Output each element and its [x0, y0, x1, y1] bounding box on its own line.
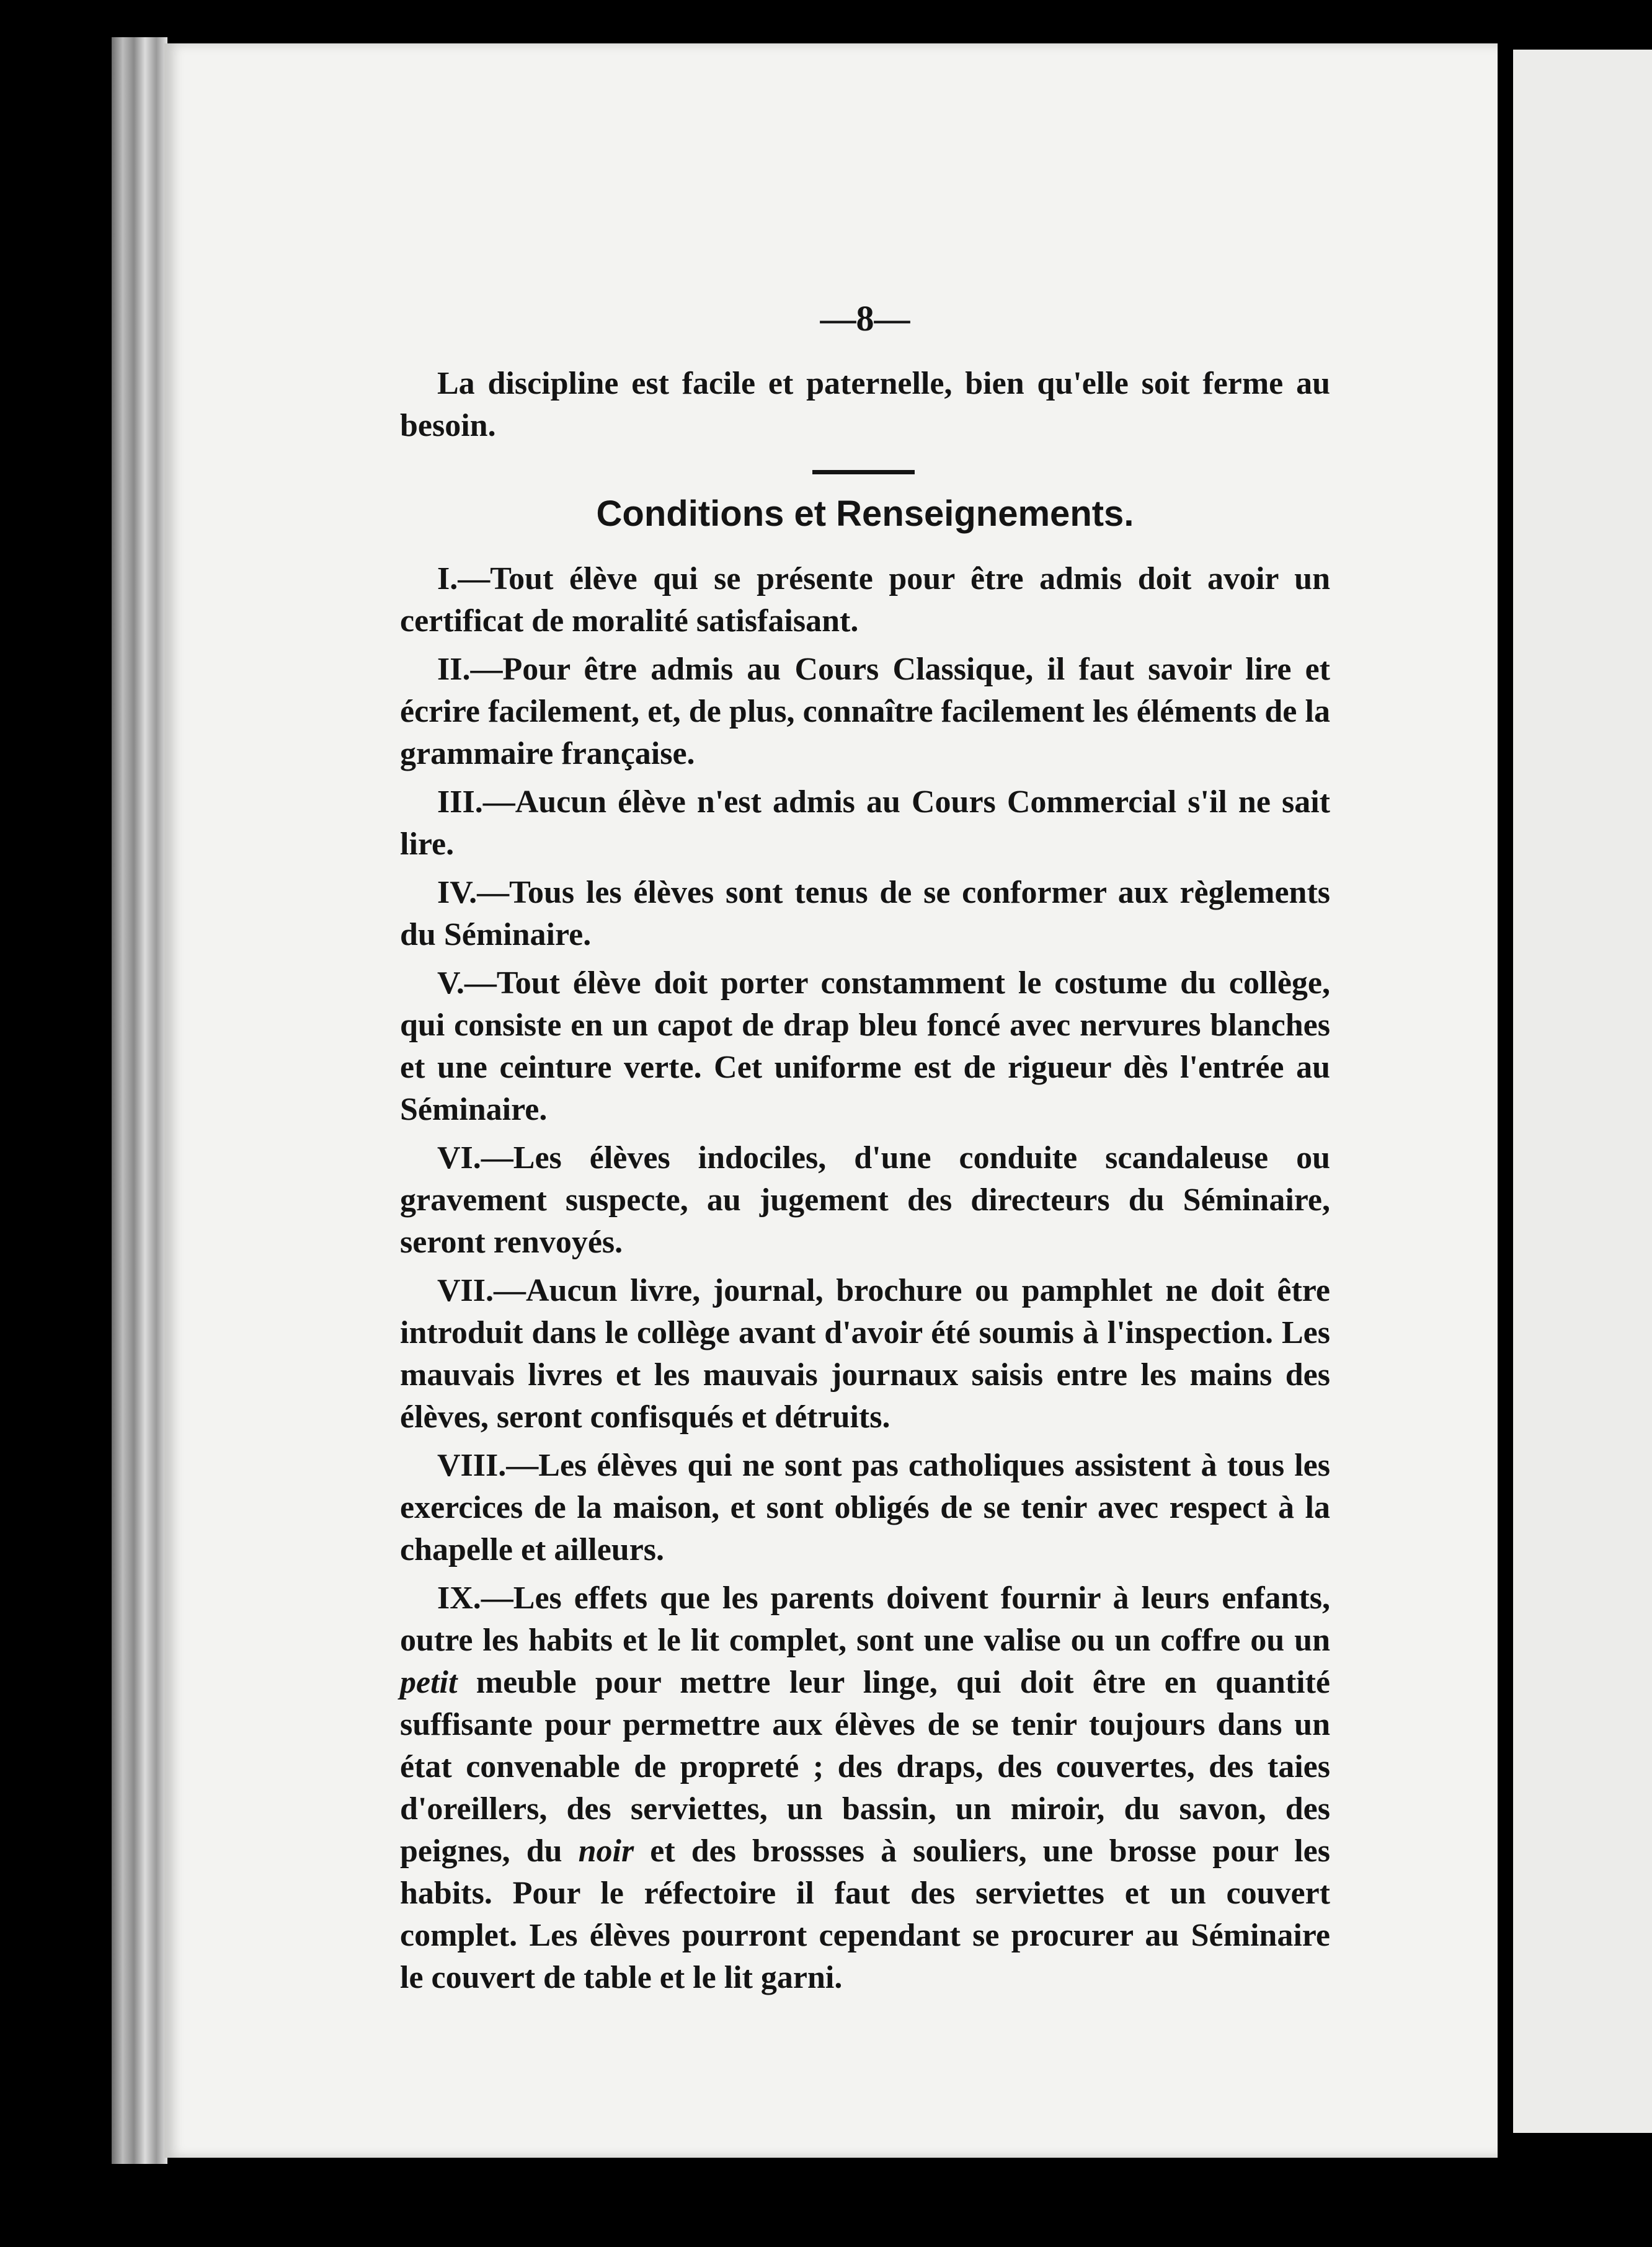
- article-1: I.—Tout élève qui se présente pour être admis doit avoir un certificat de moralité satisfaisant.: [400, 561, 1330, 639]
- section-heading: Conditions et Renseignements.: [596, 494, 1134, 534]
- section-divider: [812, 470, 915, 474]
- intro-paragraph: La discipline est facile et paternelle, bien qu'elle soit ferme au besoin.: [400, 366, 1330, 443]
- facing-page-edge: [1513, 50, 1652, 2133]
- article-9-italic-petit: petit: [400, 1665, 458, 1700]
- article-7: VII.—Aucun livre, journal, brochure ou pamphlet ne doit être introduit dans le collège avant d'avoir été soumis à l'inspection. Les mauvais livres et les mauvais journaux saisis entre les mains des élèves, seront confisqués et détruits.: [400, 1273, 1330, 1435]
- article-5: V.—Tout élève doit porter constamment le costume du collège, qui consiste en un capot de drap bleu foncé avec nervures blanches et une ceinture verte. Cet uniforme est de rigueur dès l'entrée au Séminaire.: [400, 965, 1330, 1127]
- articles-list: [400, 558, 1330, 2005]
- article-6: VI.—Les élèves indociles, d'une conduite scandaleuse ou gravement suspecte, au jugement des directeurs du Séminaire, seront renvoyés.: [400, 1140, 1330, 1260]
- article-9-part-2: meuble pour mettre leur linge, qui doit être en quantité suffisante pour permettre aux élèves de se tenir toujours dans un état convenable de propreté ; des draps, des couvertes, des taies d'oreillers, des serviettes, un bassin, un miroir, du savon, des peignes, du: [400, 1665, 1330, 1869]
- document-page: [164, 43, 1498, 2158]
- book-spine-edge: [112, 37, 167, 2164]
- article-9-part-3: et des brossses à souliers, une brosse pour les habits. Pour le réfectoire il faut des serviettes et un couvert complet. Les élèves pourront cependant se procurer au Séminaire le couvert de table et le lit garni.: [400, 1833, 1330, 1995]
- article-9: [400, 1577, 1330, 1999]
- article-3: III.—Aucun élève n'est admis au Cours Commercial s'il ne sait lire.: [400, 784, 1330, 862]
- article-8: VIII.—Les élèves qui ne sont pas catholiques assistent à tous les exercices de la maison, et sont obligés de se tenir avec respect à la chapelle et ailleurs.: [400, 1448, 1330, 1567]
- article-4: IV.—Tous les élèves sont tenus de se conformer aux règlements du Séminaire.: [400, 875, 1330, 952]
- article-9-part-1: IX.—Les effets que les parents doivent fournir à leurs enfants, outre les habits et le lit complet, sont une valise ou un coffre ou un: [400, 1580, 1330, 1658]
- article-9-italic-noir: noir: [578, 1833, 634, 1869]
- article-2: II.—Pour être admis au Cours Classique, il faut savoir lire et écrire facilement, et, de plus, connaître facilement les éléments de la grammaire française.: [400, 652, 1330, 771]
- page-number: —8—: [820, 298, 910, 339]
